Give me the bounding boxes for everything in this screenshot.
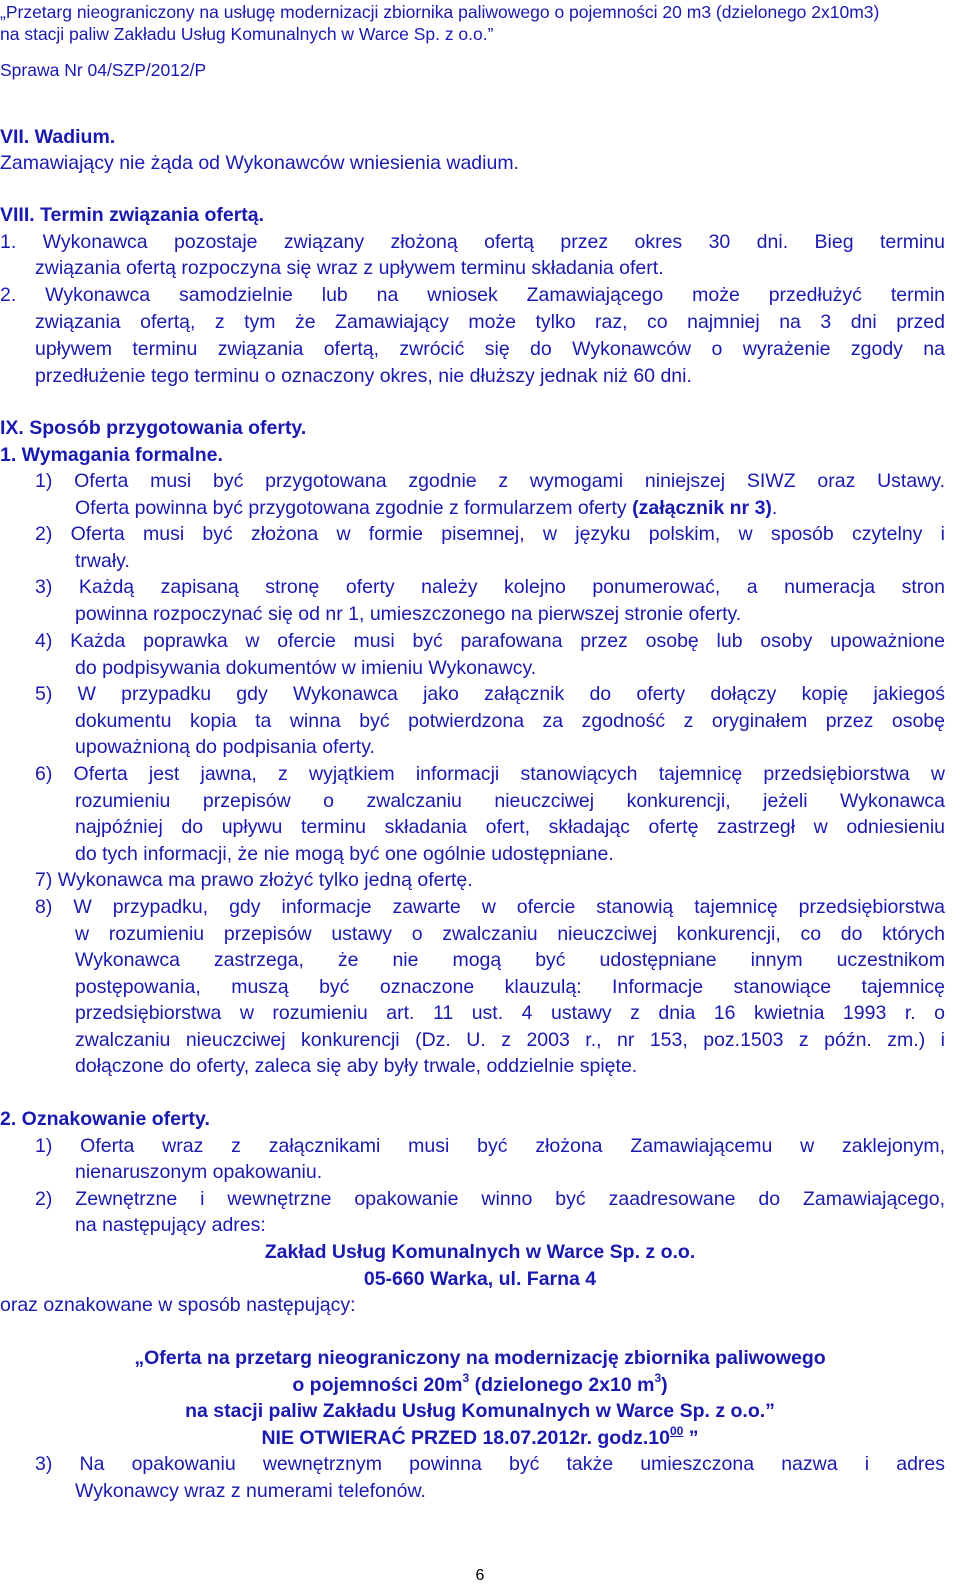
header-title-line2: na stacji paliw Zakładu Usług Komunalnych w Warce Sp. z o.o.” xyxy=(0,24,494,44)
envelope-label-line-4: NIE OTWIERAĆ PRZED 18.07.2012r. $godz.10^{00}$ ” xyxy=(261,1423,699,1449)
list-item-line: Wykonawca zastrzega, że nie mogą być udostępniane innym uczestnikom xyxy=(75,949,945,971)
list-item-line: Oferta powinna być przygotowana zgodnie z formularzem oferty (załącznik nr 3). xyxy=(75,497,778,519)
list-item-line: 6) Oferta jest jawna, z wyjątkiem informacji stanowiących tajemnicę przedsiębiorstwa w xyxy=(35,763,945,785)
list-item-line: 1) Oferta musi być przygotowana zgodnie z wymogami niniejszej SIWZ oraz Ustawy. xyxy=(35,470,945,492)
list-item-line: 1) Oferta wraz z załącznikami musi być złożona Zamawiającemu w zaklejonym, xyxy=(35,1135,945,1157)
paragraph-line: 1. Wykonawca pozostaje związany złożoną ofertą przez okres 30 dni. Bieg terminu xyxy=(0,231,945,253)
list-item-line: 8) W przypadku, gdy informacje zawarte w ofercie stanowią tajemnicę przedsiębiorstwa xyxy=(35,896,945,918)
list-item-line: 3) Na opakowaniu wewnętrznym powinna być także umieszczona nazwa i adres xyxy=(35,1453,945,1475)
list-item-line: trwały. xyxy=(75,550,130,572)
list-item-line: 2) Oferta musi być złożona w formie pisemnej, w języku polskim, w sposób czytelny i xyxy=(35,523,945,545)
header-title-line1: „Przetarg nieograniczony na usługę modernizacji zbiornika paliwowego o pojemności 20 m3 (dzielonego 2x10m3) xyxy=(0,2,880,22)
case-number: Sprawa Nr 04/SZP/2012/P xyxy=(0,60,207,80)
paragraph-line: upływem terminu związania ofertą, zwrócić się do Wykonawców o wyrażenie zgody na xyxy=(35,338,945,360)
list-item-line: przedsiębiorstwa w rozumieniu art. 11 ust. 4 ustawy z dnia 16 kwietnia 1993 r. o xyxy=(75,1002,945,1024)
subsection-heading: 2. Oznakowanie oferty. xyxy=(0,1108,210,1130)
envelope-label-line-2: o pojemności $20m^3$ (dzielonego 2x10 $m^3$) xyxy=(292,1370,668,1396)
paragraph-line: 2. Wykonawca samodzielnie lub na wniosek Zamawiającego może przedłużyć termin xyxy=(0,284,945,306)
list-item-line: do tych informacji, że nie mogą być one ogólnie udostępniane. xyxy=(75,843,614,865)
page-number: 6 xyxy=(475,1567,485,1584)
list-item-line: dołączone do oferty, zaleca się aby były trwale, oddzielnie spięte. xyxy=(75,1055,638,1077)
marking-intro: oraz oznakowane w sposób następujący: xyxy=(0,1294,356,1316)
list-item-line: zwalczaniu nieuczciwej konkurencji (Dz. U. z 2003 r., nr 153, poz.1503 z późn. zm.) i xyxy=(75,1029,945,1051)
list-item-line: w rozumieniu przepisów ustawy o zwalczaniu nieuczciwej konkurencji, co do których xyxy=(75,923,945,945)
list-item-line: dokumentu kopia ta winna być potwierdzona za zgodność z oryginałem przez osobę xyxy=(75,710,945,732)
paragraph-line: związania ofertą, z tym że Zamawiający może tylko raz, co najmniej na 3 dni przed xyxy=(35,311,945,333)
paragraph-line: przedłużenie tego terminu o oznaczony okres, nie dłuższy jednak niż 60 dni. xyxy=(35,365,692,387)
section-heading-viii: VIII. Termin związania ofertą. xyxy=(0,204,265,226)
list-item-line: nienaruszonym opakowaniu. xyxy=(75,1161,323,1183)
list-item-line: najpóźniej do upływu terminu składania ofert, składając ofertę zastrzegł w odniesieniu xyxy=(75,816,945,838)
list-item-line: postępowania, muszą być oznaczone klauzulą: Informacje stanowiące tajemnicę xyxy=(75,976,945,998)
envelope-label-line-3: na stacji paliw Zakładu Usług Komunalnych w Warce Sp. z o.o.” xyxy=(185,1400,775,1422)
list-item-line: 5) W przypadku gdy Wykonawca jako załącznik do oferty dołączy kopię jakiegoś xyxy=(35,683,945,705)
paragraph-line: związania ofertą rozpoczyna się wraz z upływem terminu składania ofert. xyxy=(35,257,664,279)
list-item-line: powinna rozpoczynać się od nr 1, umieszczonego na pierwszej stronie oferty. xyxy=(75,603,742,625)
list-item-line: 3) Każdą zapisaną stronę oferty należy kolejno ponumerować, a numeracja stron xyxy=(35,576,945,598)
list-item-line: 7) Wykonawca ma prawo złożyć tylko jedną ofertę. xyxy=(35,869,473,891)
list-item-line: 4) Każda poprawka w ofercie musi być parafowana przez osobę lub osoby upoważnione xyxy=(35,630,945,652)
subsection-heading: 1. Wymagania formalne. xyxy=(0,444,223,466)
list-item-line: do podpisywania dokumentów w imieniu Wykonawcy. xyxy=(75,657,537,679)
section-heading-ix: IX. Sposób przygotowania oferty. xyxy=(0,417,307,439)
list-item-line: upoważnioną do podpisania oferty. xyxy=(75,736,375,758)
envelope-label-line-1: „Oferta na przetarg nieograniczony na modernizację zbiornika paliwowego xyxy=(134,1347,826,1369)
list-item-line: Wykonawcy wraz z numerami telefonów. xyxy=(75,1480,426,1502)
section-heading-vii: VII. Wadium. xyxy=(0,126,116,148)
list-item-line: 2) Zewnętrzne i wewnętrzne opakowanie winno być zaadresowane do Zamawiającego, xyxy=(35,1188,945,1210)
list-item-line: na następujący adres: xyxy=(75,1214,266,1236)
list-item-line: rozumieniu przepisów o zwalczaniu nieuczciwej konkurencji, jeżeli Wykonawca xyxy=(75,790,945,812)
address-line-2: 05-660 Warka, ul. Farna 4 xyxy=(363,1268,597,1290)
address-line-1: Zakład Usług Komunalnych w Warce Sp. z o.o. xyxy=(264,1241,696,1263)
section-text-vii: Zamawiający nie żąda od Wykonawców wniesienia wadium. xyxy=(0,152,519,174)
